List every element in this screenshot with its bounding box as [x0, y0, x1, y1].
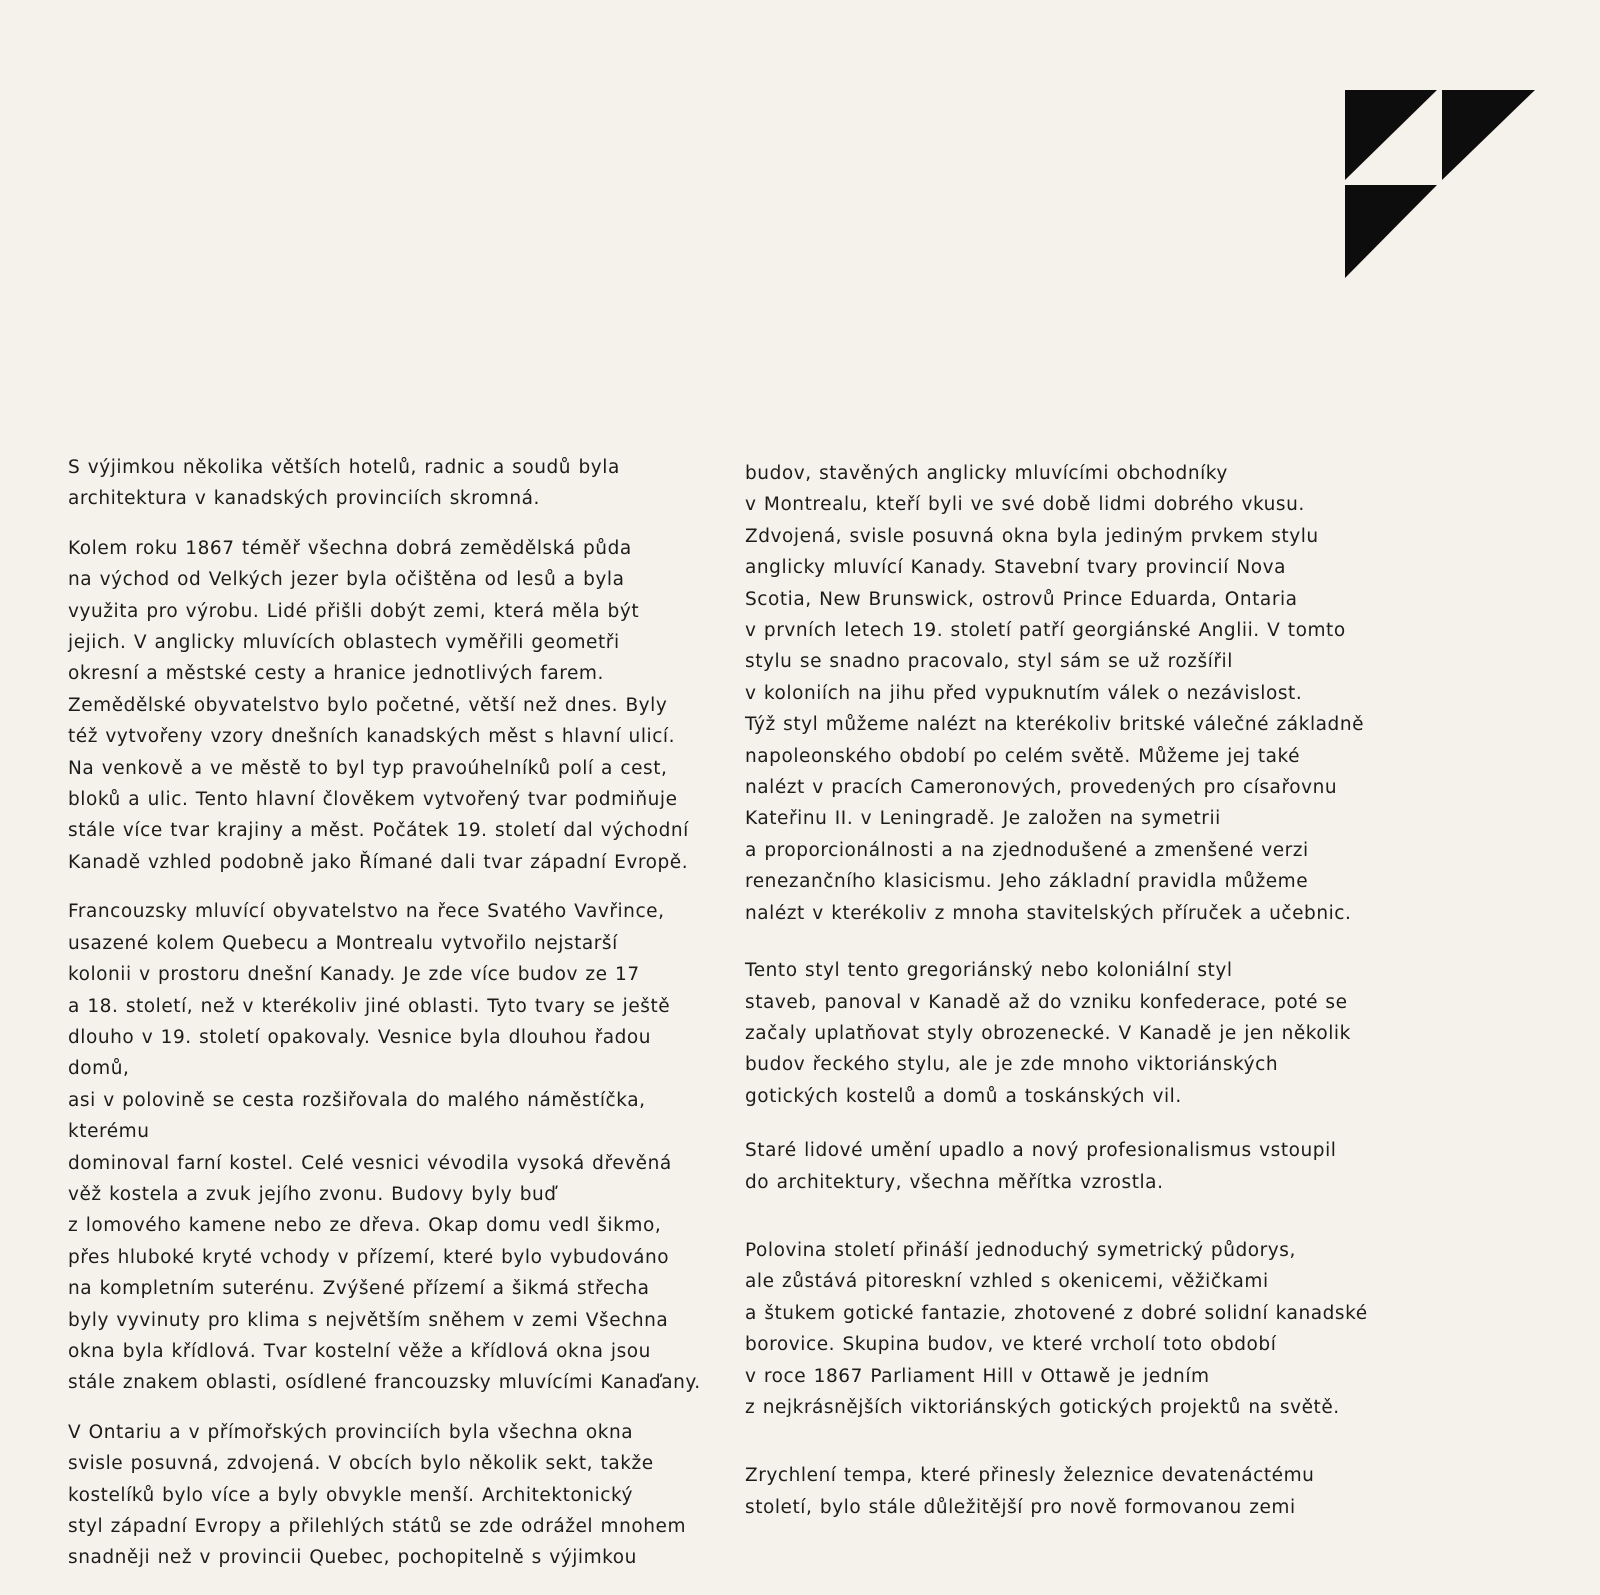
paragraph: Zrychlení tempa, které přinesly železnice devatenáctému století, bylo stále důležitější pro nově formovanou zemi — [745, 1465, 1315, 1518]
logo-square-with-diagonal — [1345, 90, 1437, 180]
paragraph: budov, stavěných anglicky mluvícími obchodníky v Montrealu, kteří byli ve své době lidmi dobrého vkusu. Zdvojená, svisle posuvná okna byla jediným prvkem stylu anglicky mluvící Kanady. Stavební tvary provincií Nova Scotia, New Brunswick, ostrovů Prince Eduarda, Ontaria v prvních letech 19. století patří georgiánské Anglii. V tomto stylu se snadno pracovalo, styl sám se už rozšířil v koloniích na jihu před vypuknutím válek o nezávislost. Týž styl můžeme nalézt na kterékoliv britské válečné základně napoleonského období po celém světě. Můžeme jej také nalézt v pracích Cameronových, provedených pro císařovnu Kateřinu II. v Leningradě. Je založen na symetrii a proporcionálnosti a na zjednodušené a zmenšené verzi renezančního klasicismu. Jeho základní pravidla můžeme nalézt v kterékoliv z mnoha stavitelských příruček a učebnic. — [745, 463, 1365, 924]
paragraph: S výjimkou několika větších hotelů, radnic a soudů byla architektura v kanadských provinciích skromná. — [68, 457, 620, 510]
geometric-triangles-logo-icon — [1345, 88, 1535, 280]
paragraph: Polovina století přináší jednoduchý symetrický půdorys, ale zůstává pitoreskní vzhled s okenicemi, věžičkami a štukem gotické fantazie, zhotovené z dobré solidní kanadské borovice. Skupina budov, ve které vrcholí toto období v roce 1867 Parliament Hill v Ottawě je jedním z nejkrásnějších viktoriánských gotických projektů na světě. — [745, 1239, 1368, 1418]
paragraph: Francouzsky mluvící obyvatelstvo na řece Svatého Vavřince, usazené kolem Quebecu a Montrealu vytvořilo nejstarší kolonii v prostoru dnešní Kanady. Je zde více budov ze 17 a 18. století, než v kterékoliv jiné oblasti. Tyto tvary se ještě dlouho v 19. století opakovaly. Vesnice byla dlouhou řadou domů, asi v polovině se cesta rozšiřovala do malého náměstíčka, kterému dominoval farní kostel. Celé vesnici vévodila vysoká dřevěná věž kostela a zvuk jejího zvonu. Budovy byly buď z lomového kamene nebo ze dřeva. Okap domu vedl šikmo, přes hluboké kryté vchody v přízemí, které bylo vybudováno na kompletním suterénu. Zvýšené přízemí a šikmá střecha byly vyvinuty pro klima s největším sněhem v zemi Všechna okna byla křídlová. Tvar kostelní věže a křídlová okna jsou stále znakem oblasti, osídlené francouzsky mluvícími Kanaďany. — [68, 901, 701, 1394]
paragraph: Staré lidové umění upadlo a nový profesionalismus vstoupil do architektury, všechna měřítka vzrostla. — [745, 1140, 1337, 1193]
right-text-column — [745, 458, 1385, 1523]
paragraph: Kolem roku 1867 téměř všechna dobrá zemědělská půda na východ od Velkých jezer byla očištěna od lesů a byla využita pro výrobu. Lidé přišli dobýt zemi, která měla být jejich. V anglicky mluvících oblastech vyměřili geometři okresní a městské cesty a hranice jednotlivých farem. Zemědělské obyvatelstvo bylo početné, větší než dnes. Byly též vytvořeny vzory dnešních kanadských měst s hlavní ulicí. Na venkově a ve městě to byl typ pravoúhelníků polí a cest, bloků a ulic. Tento hlavní člověkem vytvořený tvar podmiňuje stále více tvar krajiny a měst. Počátek 19. století dal východní Kanadě vzhled podobně jako Římané dali tvar západní Evropě. — [68, 537, 689, 873]
paragraph: Tento styl tento gregoriánský nebo koloniální styl staveb, panoval v Kanadě až do vzniku konfederace, poté se začaly uplatňovat styly obrozenecké. V Kanadě je jen několik budov řeckého stylu, ale je zde mnoho viktoriánských gotických kostelů a domů a toskánských vil. — [745, 960, 1351, 1107]
left-text-column — [68, 452, 708, 1592]
logo-bottom-triangle — [1345, 185, 1437, 278]
logo-top-right-triangle — [1442, 90, 1535, 180]
paragraph: V Ontariu a v přímořských provinciích byla všechna okna svisle posuvná, zdvojená. V obcích bylo několik sekt, takže kostelíků bylo více a byly obvykle menší. Architektonický styl západní Evropy a přilehlých států se zde odrážel mnohem snadněji než v provincii Quebec, pochopitelně s výjimkou — [68, 1421, 687, 1569]
